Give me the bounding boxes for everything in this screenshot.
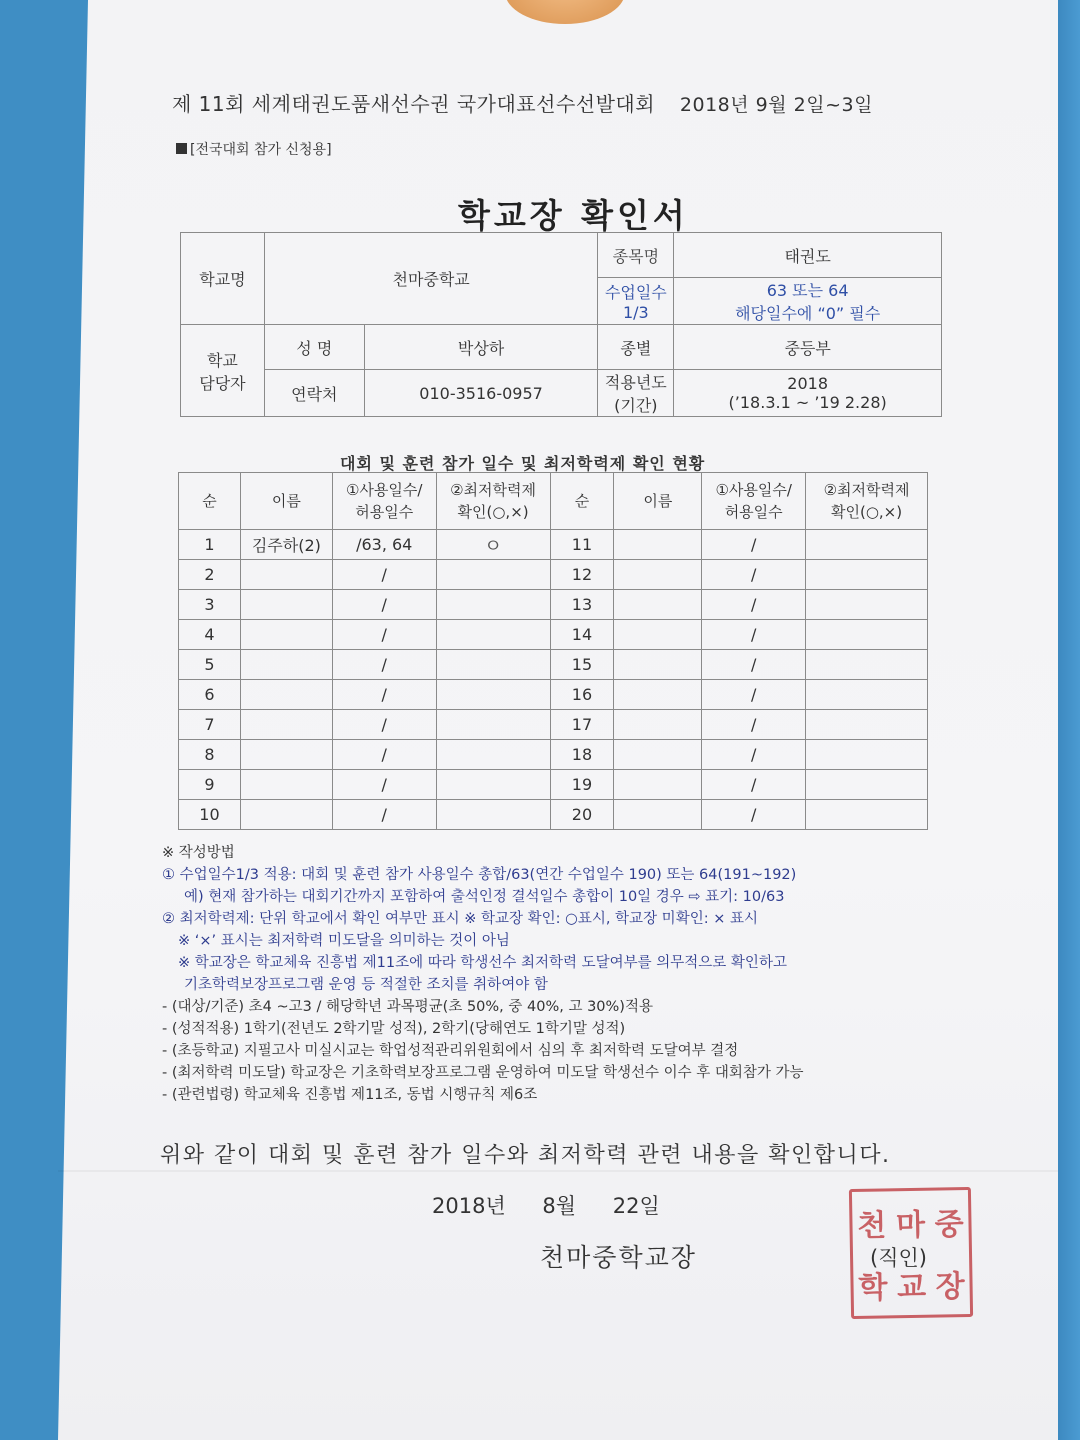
seal-character: 마 (895, 1207, 926, 1244)
cell-days: / (332, 620, 436, 650)
cell-no: 18 (550, 740, 614, 770)
name-value: 박상하 (364, 325, 598, 370)
cell-name (240, 770, 332, 800)
cell-name (614, 530, 702, 560)
cell-name (614, 770, 702, 800)
cell-check (806, 590, 928, 620)
cell-name: 김주하(2) (240, 530, 332, 560)
table-row (179, 620, 928, 650)
cell-name (240, 650, 332, 680)
cell-check (436, 800, 550, 830)
seal-label: (직인) (870, 1246, 927, 1270)
cell-days: /63, 64 (332, 530, 436, 560)
cell-name (240, 590, 332, 620)
cell-days: / (702, 650, 806, 680)
header-name: 이름 (614, 473, 702, 530)
cell-name (614, 590, 702, 620)
square-bullet-icon (176, 143, 187, 154)
table-row (179, 680, 928, 710)
header-check: ②최저학력제 확인(○,×) (806, 473, 928, 530)
note-line: 기초학력보장프로그램 운영 등 적절한 조치를 취하여야 함 (184, 977, 548, 993)
cell-check (806, 620, 928, 650)
header-name: 이름 (240, 473, 332, 530)
note-line: - (대상/기준) 초4 ~고3 / 해당학년 과목평균(초 50%, 중 40%, 고 30%)적용 (162, 999, 653, 1015)
participation-table (178, 472, 928, 830)
school-name-value: 천마중학교 (264, 233, 598, 325)
school-info-table (180, 232, 942, 417)
cell-no: 2 (179, 560, 241, 590)
cell-check (806, 710, 928, 740)
event-label: 종목명 (598, 233, 674, 278)
event-date: 2018년 9월 2일~3일 (679, 94, 873, 116)
note-line: ① 수업일수1/3 적용: 대회 및 훈련 참가 사용일수 총합/63(연간 수업일수 190) 또는 64(191~192) (162, 867, 797, 883)
event-value: 태권도 (674, 233, 942, 278)
event-title: 제 11회 세계태권도품새선수권 국가대표선수선발대회 (172, 92, 656, 116)
school-name-label: 학교명 (181, 233, 265, 325)
form-subtitle: [전국대회 참가 신청용] (176, 139, 332, 159)
cell-no: 17 (550, 710, 614, 740)
principal-title: 천마중학교장 (540, 1243, 697, 1272)
header-days: ①사용일수/ 허용일수 (332, 473, 436, 530)
header-no: 순 (179, 473, 241, 530)
section-title: 대회 및 훈련 참가 일수 및 최저학력제 확인 현황 (340, 454, 706, 473)
cell-name (614, 800, 702, 830)
category-label: 종별 (598, 325, 674, 370)
date-month: 8월 (542, 1194, 577, 1218)
manager-label: 학교 담당자 (181, 325, 265, 417)
cell-check (436, 740, 550, 770)
header-check: ②최저학력제 확인(○,×) (436, 473, 550, 530)
table-header-row (179, 473, 928, 530)
note-line: - (성적적용) 1학기(전년도 2학기말 성적), 2학기(당해연도 1학기말 성적) (162, 1021, 626, 1037)
cell-no: 7 (179, 710, 241, 740)
cell-days: / (702, 710, 806, 740)
cell-no: 15 (550, 650, 614, 680)
cell-no: 9 (179, 770, 241, 800)
date-day: 22일 (612, 1194, 660, 1218)
cell-no: 10 (179, 800, 241, 830)
cell-no: 5 (179, 650, 241, 680)
cell-check (806, 680, 928, 710)
cell-check (806, 740, 928, 770)
table-row (179, 770, 928, 800)
cell-no: 14 (550, 620, 614, 650)
seal-character: 학 (858, 1270, 888, 1306)
cell-days: / (332, 770, 436, 800)
note-line: - (관련법령) 학교체육 진흥법 제11조, 동법 시행규칙 제6조 (162, 1087, 538, 1103)
cell-name (240, 800, 332, 830)
cell-name (614, 560, 702, 590)
cell-days: / (332, 650, 436, 680)
year-label: 적용년도 (기간) (598, 370, 674, 417)
note-line: ※ 작성방법 (162, 845, 235, 861)
document-title: 학교장 확인서 (458, 196, 689, 235)
cell-check (436, 620, 550, 650)
cell-days: / (702, 680, 806, 710)
note-line: - (초등학교) 지필고사 미실시교는 학업성적관리위원회에서 심의 후 최저학력 도달여부 결정 (162, 1043, 739, 1059)
note-line: ※ ‘×’ 표시는 최저학력 미도달을 의미하는 것이 아님 (178, 933, 510, 949)
cell-check (436, 650, 550, 680)
note-line: - (최저학력 미도달) 학교장은 기초학력보장프로그램 운영하여 미도달 학생선수 이수 후 대회참가 가능 (162, 1065, 804, 1081)
table-row (179, 590, 928, 620)
cell-no: 11 (550, 530, 614, 560)
paper-fold (58, 1170, 1058, 1172)
note-line: 예) 현재 참가하는 대회기간까지 포함하여 출석인정 결석일수 총합이 10일 경우 ⇨ 표기: 10/63 (184, 889, 785, 905)
header-days: ①사용일수/ 허용일수 (702, 473, 806, 530)
table-row (179, 530, 928, 560)
cell-check (806, 800, 928, 830)
date-year: 2018년 (432, 1194, 506, 1218)
cell-days: / (702, 590, 806, 620)
cell-name (614, 620, 702, 650)
note-line: ② 최저학력제: 단위 학교에서 확인 여부만 표시 ※ 학교장 확인: ○표시, 학교장 미확인: × 표시 (162, 911, 758, 927)
cell-no: 20 (550, 800, 614, 830)
cell-name (240, 710, 332, 740)
name-label: 성 명 (264, 325, 364, 370)
cell-check (806, 650, 928, 680)
cell-no: 16 (550, 680, 614, 710)
cell-name (240, 560, 332, 590)
signature-date (432, 1190, 690, 1220)
cell-name (240, 740, 332, 770)
category-value: 중등부 (674, 325, 942, 370)
confirmation-statement: 위와 같이 대회 및 훈련 참가 일수와 최저학력 관련 내용을 확인합니다. (160, 1143, 891, 1168)
cell-name (614, 650, 702, 680)
cell-no: 13 (550, 590, 614, 620)
note-line: ※ 학교장은 학교체육 진흥법 제11조에 따라 학생선수 최저학력 도달여부를 의무적으로 확인하고 (178, 955, 787, 971)
cell-name (240, 620, 332, 650)
cell-days: / (702, 800, 806, 830)
cell-name (614, 680, 702, 710)
seal-character: 교 (896, 1269, 927, 1306)
contact-label: 연락처 (264, 370, 364, 417)
table-row (179, 800, 928, 830)
cell-no: 6 (179, 680, 241, 710)
table-row (179, 710, 928, 740)
seal-character: 장 (935, 1269, 966, 1305)
seal-character: 중 (934, 1207, 964, 1243)
cell-no: 3 (179, 590, 241, 620)
cell-days: / (702, 770, 806, 800)
cell-no: 1 (179, 530, 241, 560)
cell-no: 12 (550, 560, 614, 590)
cell-days: / (702, 740, 806, 770)
header-no: 순 (550, 473, 614, 530)
cell-days: / (702, 560, 806, 590)
cell-check (806, 560, 928, 590)
cell-check: ㅇ (436, 530, 550, 560)
cell-check (436, 590, 550, 620)
cell-check (806, 530, 928, 560)
cell-days: / (332, 560, 436, 590)
cell-no: 8 (179, 740, 241, 770)
cell-name (240, 680, 332, 710)
cell-check (806, 770, 928, 800)
table-row (179, 560, 928, 590)
cell-no: 19 (550, 770, 614, 800)
table-row (179, 650, 928, 680)
class-days-value: 63 또는 64 해당일수에 “0” 필수 (674, 278, 942, 325)
cell-no: 4 (179, 620, 241, 650)
cell-days: / (332, 680, 436, 710)
table-row (179, 740, 928, 770)
cell-check (436, 680, 550, 710)
contact-value: 010-3516-0957 (364, 370, 598, 417)
event-header (172, 88, 873, 117)
cell-check (436, 560, 550, 590)
cell-name (614, 740, 702, 770)
cell-days: / (332, 590, 436, 620)
cell-days: / (702, 620, 806, 650)
cell-name (614, 710, 702, 740)
cell-check (436, 770, 550, 800)
cell-days: / (332, 710, 436, 740)
cell-days: / (332, 740, 436, 770)
instructions-notes (162, 842, 962, 1106)
cell-days: / (702, 530, 806, 560)
class-days-label: 수업일수 1/3 (598, 278, 674, 325)
cell-days: / (332, 800, 436, 830)
year-value: 2018 (’18.3.1 ~ ’19 2.28) (674, 370, 942, 417)
cell-check (436, 710, 550, 740)
seal-character: 천 (857, 1208, 887, 1244)
